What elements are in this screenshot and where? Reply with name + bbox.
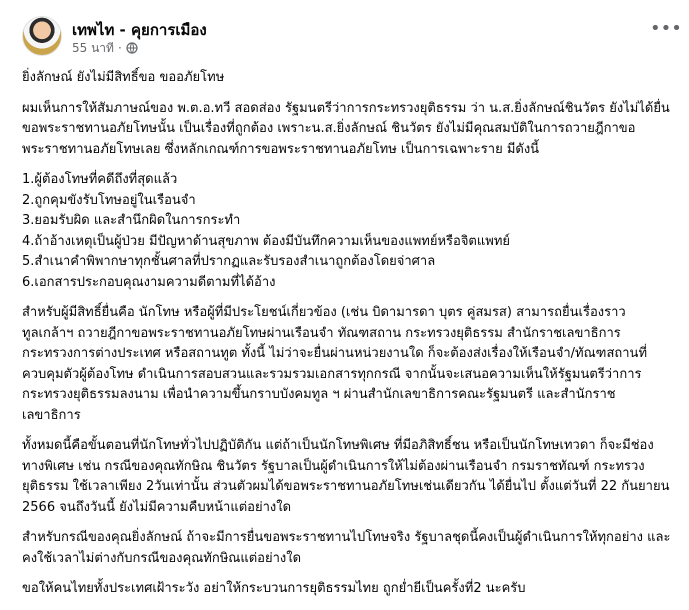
author-name[interactable]: เทพไท - คุยการเมือง: [72, 21, 207, 39]
list-item: 1.ผู้ต้องโทษที่คดีถึงที่สุดแล้ว: [22, 172, 178, 187]
list-item: 4.ถ้าอ้างเหตุเป็นผู้ป่วย มีปัญหาด้านสุขภาพ ต้องมีบันทึกความเห็นของแพทย์หรือจิตแพทย์: [22, 233, 511, 249]
post-paragraph: ผมเห็นการให้สัมภาษณ์ของ พ.ต.อ.ทวี สอดส่อง รัฐมนตรีว่าการกระทรวงยุติธรรม ว่า น.ส.ยิ่งลักษณ์ชินวัตร ยังไม่ได้ยื่นขอพระราชทานอภัยโทษนั้น เป็นเรื่องที่ถูกต้อง เพราะน.ส.ยิ่งลักษณ์ ชินวัตร ยังไม่มีคุณสมบัติในการถวายฎีกาขอพระราชทานอภัยโทษเลย ซึ่งหลักเกณฑ์การขอพระราชทานอภัยโทษ เป็นการเฉพาะราย มีดังนี้: [22, 100, 670, 157]
list-item: 6.เอกสารประกอบคุณงามความดีตามที่ได้อ้าง: [22, 274, 276, 290]
post-meta: [72, 39, 138, 58]
criteria-list: [22, 170, 672, 293]
more-horizontal-icon[interactable]: •••: [650, 18, 682, 39]
separator-dot: ·: [117, 41, 122, 55]
post-paragraph: สำหรับผู้มีสิทธิ์ยื่นคือ นักโทษ หรือผู้ที่มีประโยชน์เกี่ยวข้อง (เช่น บิดามารดา บุตร คู่สมรส) สามารถยื่นเรื่องราวทูลเกล้าฯ ถวายฎีกาขอพระราชทานอภัยโทษผ่านเรือนจำ ทัณฑสถาน กระทรวงยุติธรรม สำนักราชเลขาธิการ กระทรวงการต่างประเทศ หรือสถานทูต ทั้งนี้ ไม่ว่าจะยื่นผ่านหน่วยงานใด ก็จะต้องส่งเรื่องให้เรือนจำ/ทัณฑสถานที่ควบคุมตัวผู้ต้องโทษ ดำเนินการสอบสวนและรวมรวมเอกสารทุกกรณี จากนั้นจะเสนอความเห็นให้รัฐมนตรีว่าการกระทรวงยุติธรรมลงนาม เพื่อนำความขึ้นกราบบังคมทูล ฯ ผ่านสำนักเลขาธิการคณะรัฐมนตรี และสำนักราชเลขาธิการ: [22, 305, 648, 423]
post-paragraph: ขอให้คนไทยทั้งประเทศเฝ้าระวัง อย่าให้กระบวนการยุติธรรมไทย ถูกย่ำยีเป็นครั้งที่2 นะครับ: [22, 581, 526, 596]
post-body: [22, 68, 672, 610]
post-header: [22, 16, 682, 60]
globe-icon: [126, 42, 138, 57]
post-paragraph: สำหรับกรณีของคุณยิ่งลักษณ์ ถ้าจะมีการยื่นขอพระราชทานไปโทษจริง รัฐบาลชุดนี้คงเป็นผู้ดำเนินการให้ทุกอย่าง และคงใช้เวลาไม่ต่างกับกรณีของคุณทักษิณแต่อย่างใด: [22, 530, 671, 566]
post-paragraph: ทั้งหมดนี้คือขั้นตอนที่นักโทษทั่วไปปฏิบัติกัน แต่ถ้าเป็นนักโทษพิเศษ ที่มีอภิสิทธิ์ชน หรือเป็นนักโทษเทวดา ก็จะมีช่องทางพิเศษ เช่น กรณีของคุณทักษิณ ชินวัตร รัฐบาลเป็นผู้ดำเนินการให้ไม่ต้องผ่านเรือนจำ กรมราชทัณฑ์ กระทรวงยุติธรรม ใช้เวลาเพียง 2วันเท่านั้น ส่วนตัวผมได้ขอพระราชทานอภัยโทษเช่นเดียวกัน ได้ยื่นไป ตั้งแต่วันที่ 22 กันยายน 2566 จนถึงวันนี้ ยังไม่มีความคืบหน้าแต่อย่างใด: [22, 438, 670, 515]
list-item: 2.ถูกคุมขังรับโทษอยู่ในเรือนจำ: [22, 192, 196, 208]
list-item: 3.ยอมรับผิด และสำนึกผิดในการกระทำ: [22, 213, 241, 228]
post-time[interactable]: 55 นาที: [72, 41, 114, 55]
list-item: 5.สำเนาคำพิพากษาทุกชั้นศาลที่ปรากฏและรับรองสำเนาถูกต้องโดยจ่าศาล: [22, 254, 436, 269]
avatar[interactable]: [22, 16, 62, 56]
post-paragraph: ยิ่งลักษณ์ ยังไม่มีสิทธิ์ขอ ขออภัยโทษ: [22, 70, 225, 85]
